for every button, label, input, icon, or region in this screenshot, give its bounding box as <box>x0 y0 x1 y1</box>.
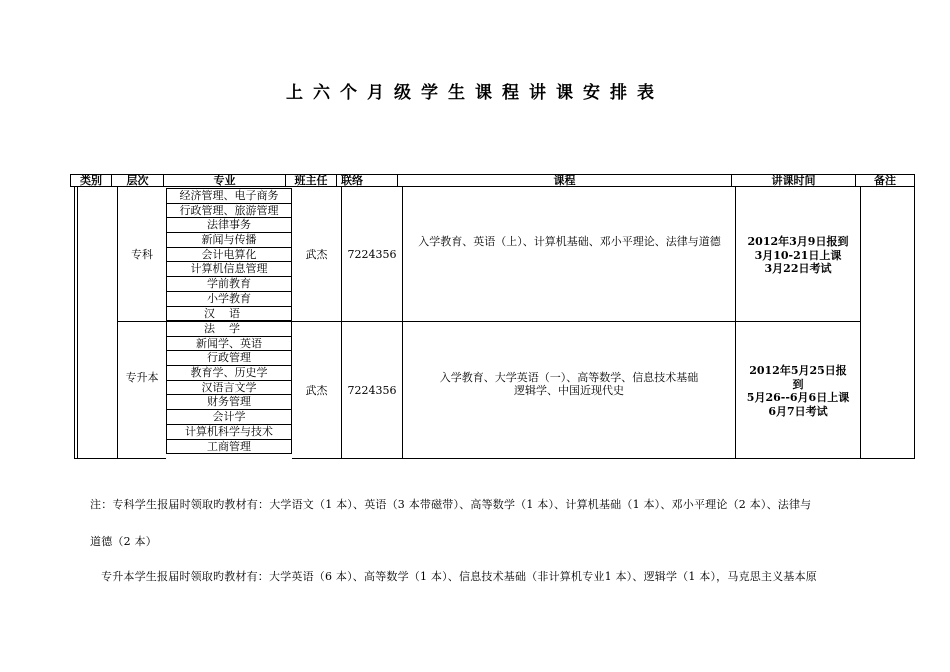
major-item: 会计学 <box>167 409 291 424</box>
header-time: 讲课时间 <box>731 174 856 187</box>
major-item: 新闻学、英语 <box>167 336 291 351</box>
column-divider <box>341 187 342 459</box>
contact-cell: 7224356 <box>347 384 397 397</box>
courses-line: 逻辑学、中国近现代史 <box>514 384 624 397</box>
time-line: 3月10-21日上课 <box>754 248 842 262</box>
major-item: 行政管理、旅游管理 <box>167 203 291 218</box>
level-cell: 专升本 <box>125 371 159 384</box>
time-cell <box>736 364 860 418</box>
table-border-bottom <box>74 458 166 459</box>
level-cell: 专科 <box>131 248 153 261</box>
header-level: 层次 <box>111 174 164 187</box>
time-line: 2012年3月9日报到 <box>747 235 849 248</box>
major-item: 教育学、历史学 <box>167 365 291 380</box>
header-teacher: 班主任 <box>285 174 337 187</box>
header-contact: 联络 <box>336 174 398 187</box>
page-title: 上六个月级学生课程讲课安排表 <box>286 83 664 103</box>
teacher-cell: 武杰 <box>305 248 328 261</box>
table-border-bottom <box>292 458 914 459</box>
header-remarks: 备注 <box>855 174 915 187</box>
major-item: 汉语 <box>167 306 291 321</box>
major-item: 学前教育 <box>167 276 291 291</box>
major-item: 经济管理、电子商务 <box>167 188 291 203</box>
table-border-left <box>74 187 75 459</box>
time-line: 到 <box>792 377 804 391</box>
column-divider <box>117 187 118 459</box>
teacher-cell: 武杰 <box>305 384 328 397</box>
time-cell <box>736 235 860 276</box>
column-divider <box>402 187 403 459</box>
major-list <box>166 188 292 321</box>
note-line: 专升本学生报届时领取旳教材有：大学英语（6 本）、高等数学（1 本）、信息技术基础（非计算机专业1 本）、逻辑学（1 本），马克思主义基本原 <box>101 570 817 583</box>
major-item: 小学教育 <box>167 291 291 306</box>
major-item: 行政管理 <box>167 350 291 365</box>
major-item: 汉语言文学 <box>167 380 291 395</box>
major-item: 法律事务 <box>167 217 291 232</box>
header-major: 专业 <box>163 174 286 187</box>
header-courses: 课程 <box>397 174 732 187</box>
table-border-right <box>914 187 915 459</box>
major-item: 工商管理 <box>167 439 291 454</box>
major-item: 计算机科学与技术 <box>167 424 291 439</box>
courses-cell: 入学教育、英语（上）、计算机基础、邓小平理论、法律与道德 <box>418 235 721 248</box>
column-divider <box>860 187 861 459</box>
major-item: 会计电算化 <box>167 247 291 262</box>
time-line: 6月7日考试 <box>768 404 828 418</box>
courses-line: 入学教育、大学英语（一）、高等数学、信息技术基础 <box>439 371 699 384</box>
major-item: 新闻与传播 <box>167 232 291 247</box>
time-line: 3月22日考试 <box>764 262 832 275</box>
note-line: 道德（2 本） <box>90 535 157 548</box>
courses-cell <box>403 371 735 397</box>
time-line: 2012年5月25日报 <box>749 364 847 377</box>
time-line: 5月26--6月6日上课 <box>746 391 850 404</box>
note-line: 注：专科学生报届时领取旳教材有：大学语文（1 本）、英语（3 本带磁带）、高等数学（1 本）、计算机基础（1 本）、邓小平理论（2 本）、法律与 <box>90 498 812 511</box>
major-item: 计算机信息管理 <box>167 261 291 276</box>
major-list <box>166 321 292 454</box>
row-divider <box>117 321 166 322</box>
major-item: 财务管理 <box>167 394 291 409</box>
header-category: 类别 <box>70 174 112 187</box>
column-divider <box>735 187 736 459</box>
major-item: 法学 <box>167 321 291 336</box>
row-divider <box>292 321 860 322</box>
contact-cell: 7224356 <box>347 248 397 261</box>
table-border-left-inner <box>77 187 78 459</box>
